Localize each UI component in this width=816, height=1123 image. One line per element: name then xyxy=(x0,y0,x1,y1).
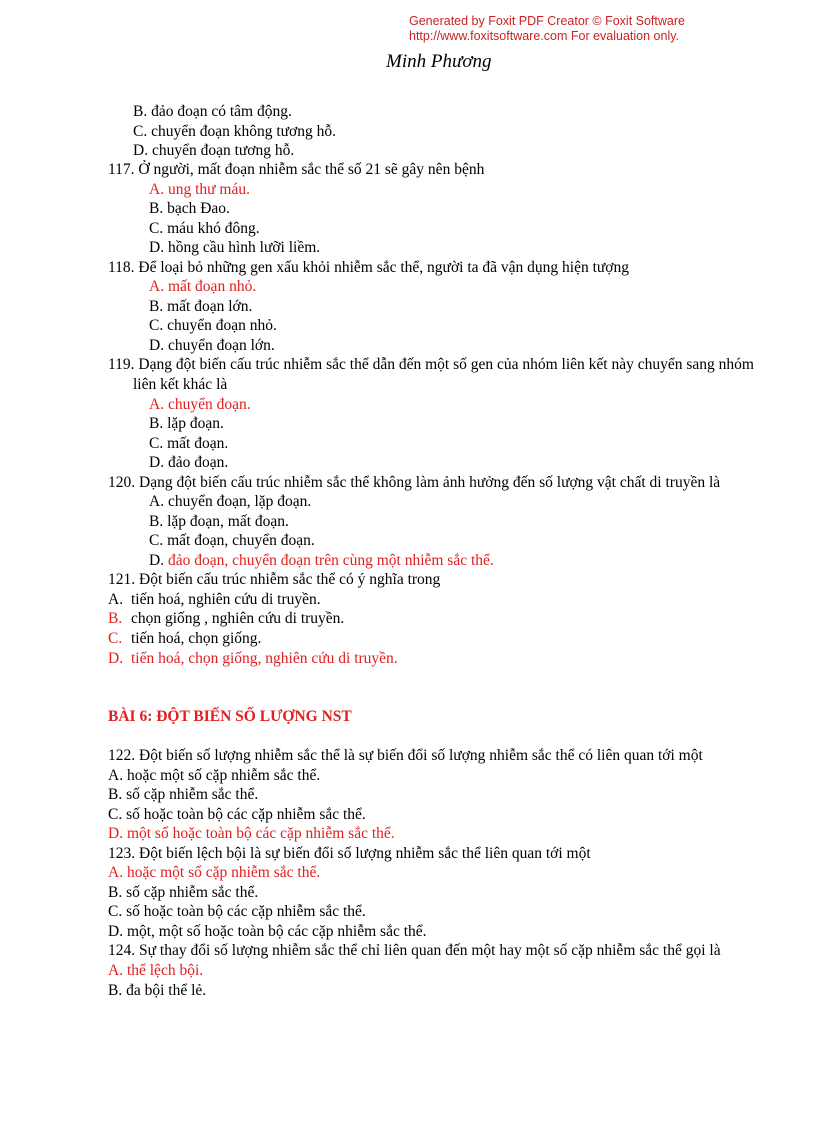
option-118c: C. chuyển đoạn nhỏ. xyxy=(149,317,277,334)
option-124b: B. đa bội thể lẻ. xyxy=(108,982,207,999)
option-121c xyxy=(108,630,261,648)
option-120b: B. lặp đoạn, mất đoạn. xyxy=(149,513,289,530)
option-118d: D. chuyển đoạn lớn. xyxy=(149,337,275,354)
question-121: 121. Đột biến cấu trúc nhiễm sắc thể có ý nghĩa trong xyxy=(108,571,441,588)
option-121d-text: tiến hoá, chọn giống, nghiên cứu di truyền. xyxy=(131,650,398,667)
section-title: BÀI 6: ĐỘT BIẾN SỐ LƯỢNG NST xyxy=(108,708,352,725)
question-124: 124. Sự thay đổi số lượng nhiễm sắc thể chỉ liên quan đến một hay một số cặp nhiễm sắc thể gọi là xyxy=(108,942,721,959)
option-123c: C. số hoặc toàn bộ các cặp nhiễm sắc thể. xyxy=(108,903,366,920)
page-header-author: Minh Phương xyxy=(386,51,492,72)
question-118: 118. Để loại bỏ những gen xấu khỏi nhiễm sắc thể, người ta đã vận dụng hiện tượng xyxy=(108,259,629,276)
option-117a-answer: A. ung thư máu. xyxy=(149,181,250,198)
option-120c: C. mất đoạn, chuyển đoạn. xyxy=(149,532,315,549)
option-116c: C. chuyển đoạn không tương hỗ. xyxy=(133,123,337,140)
option-122b: B. số cặp nhiễm sắc thể. xyxy=(108,786,259,803)
option-119c: C. mất đoạn. xyxy=(149,435,229,452)
option-122c: C. số hoặc toàn bộ các cặp nhiễm sắc thể. xyxy=(108,806,366,823)
option-123b: B. số cặp nhiễm sắc thể. xyxy=(108,884,259,901)
option-120d-label: D. xyxy=(149,552,165,569)
option-122a: A. hoặc một số cặp nhiễm sắc thể. xyxy=(108,767,321,784)
option-122d-answer: D. một số hoặc toàn bộ các cặp nhiễm sắc thể. xyxy=(108,825,395,842)
option-123d: D. một, một số hoặc toàn bộ các cặp nhiễm sắc thể. xyxy=(108,923,427,940)
question-117: 117. Ở người, mất đoạn nhiễm sắc thể số 21 sẽ gây nên bệnh xyxy=(108,161,485,178)
option-121b xyxy=(108,610,344,628)
option-120d-answer: đảo đoạn, chuyển đoạn trên cùng một nhiễm sắc thể. xyxy=(167,552,494,569)
option-121a-text: tiến hoá, nghiên cứu di truyền. xyxy=(131,591,321,608)
option-121a-label: A. xyxy=(108,591,124,608)
option-123a-answer: A. hoặc một số cặp nhiễm sắc thể. xyxy=(108,864,321,881)
question-119-continued: liên kết khác là xyxy=(133,376,228,393)
question-120: 120. Dạng đột biến cấu trúc nhiễm sắc thể không làm ảnh hưởng đến số lượng vật chất di truyền là xyxy=(108,474,721,491)
option-124a-answer: A. thể lệch bội. xyxy=(108,962,204,979)
question-119: 119. Dạng đột biến cấu trúc nhiễm sắc thể dẫn đến một số gen của nhóm liên kết này chuyển sang nhóm xyxy=(108,356,754,373)
option-121d-answer xyxy=(108,650,398,668)
option-119b: B. lặp đoạn. xyxy=(149,415,224,432)
question-123: 123. Đột biến lệch bội là sự biến đổi số lượng nhiễm sắc thể liên quan tới một xyxy=(108,845,591,862)
option-121b-label: B. xyxy=(108,610,123,627)
option-120a: A. chuyển đoạn, lặp đoạn. xyxy=(149,493,312,510)
option-121a xyxy=(108,591,321,609)
option-119a-answer: A. chuyển đoạn. xyxy=(149,396,251,413)
option-118a-answer: A. mất đoạn nhỏ. xyxy=(149,278,257,295)
option-121c-label: C. xyxy=(108,630,123,647)
question-122: 122. Đột biến số lượng nhiễm sắc thể là sự biến đổi số lượng nhiễm sắc thể có liên quan tới một xyxy=(108,747,703,764)
option-121b-text: chọn giống , nghiên cứu di truyền. xyxy=(131,610,345,627)
foxit-watermark xyxy=(409,14,685,44)
option-117d: D. hồng cầu hình lưỡi liềm. xyxy=(149,239,321,256)
option-120d xyxy=(149,552,494,570)
watermark-line-2: http://www.foxitsoftware.com For evaluation only. xyxy=(409,29,680,43)
option-118b: B. mất đoạn lớn. xyxy=(149,298,253,315)
option-121d-label: D. xyxy=(108,650,124,667)
option-116d: D. chuyển đoạn tương hỗ. xyxy=(133,142,295,159)
watermark-line-1: Generated by Foxit PDF Creator © Foxit Software xyxy=(409,14,685,28)
option-117c: C. máu khó đông. xyxy=(149,220,260,237)
option-121c-text: tiến hoá, chọn giống. xyxy=(131,630,262,647)
option-116b: B. đảo đoạn có tâm động. xyxy=(133,103,292,120)
option-119d: D. đảo đoạn. xyxy=(149,454,229,471)
option-117b: B. bạch Đao. xyxy=(149,200,230,217)
